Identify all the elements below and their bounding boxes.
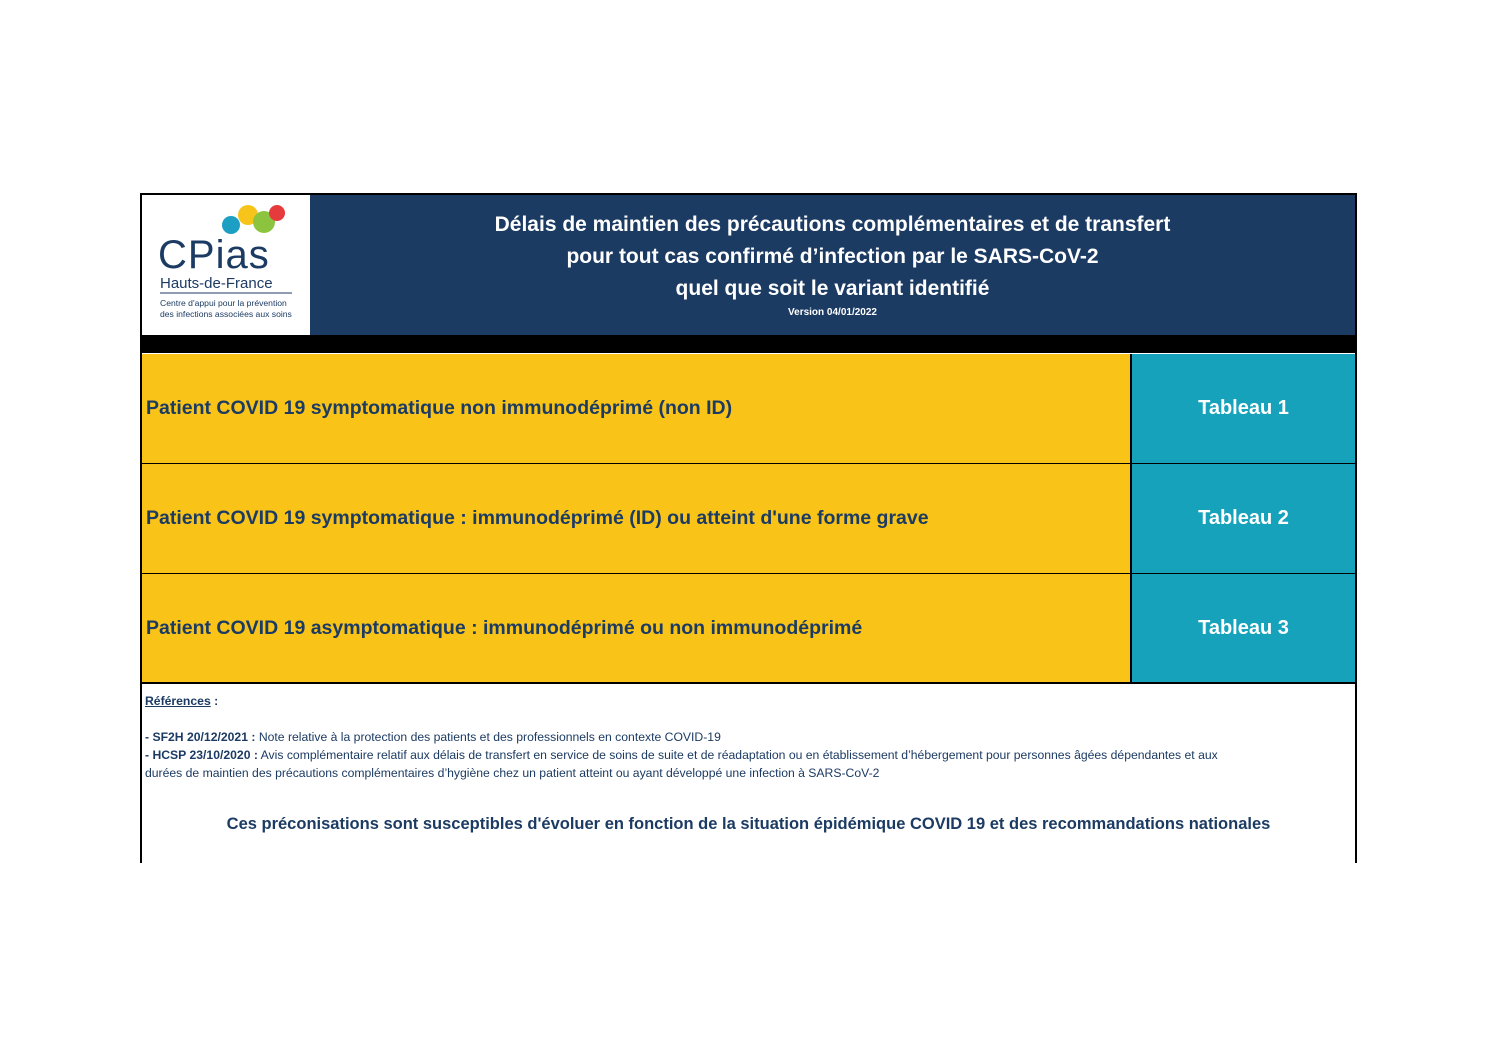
tableau-1-button[interactable]: Tableau 1 [1132, 354, 1355, 464]
cpias-logo-graphic [142, 195, 310, 335]
patient-row-3 [142, 574, 1355, 684]
title-line-2: pour tout cas confirmé d’infection par le SARS-CoV-2 [566, 245, 1099, 268]
reference-text: Note relative à la protection des patients et des professionnels en contexte COVID-19 [255, 730, 721, 744]
references-list [145, 728, 1345, 782]
logo-region: Hauts-de-France [160, 275, 273, 292]
page-title [310, 209, 1355, 318]
reference-item [145, 746, 1345, 764]
logo-tagline-2: des infections associées aux soins [160, 309, 292, 319]
document-sheet [140, 193, 1357, 863]
disclaimer-note: Ces préconisations sont susceptibles d'évoluer en fonction de la situation épidémique COVID 19 et des recommandations nationales [226, 815, 1271, 833]
reference-continuation: durées de maintien des précautions complémentaires d’hygiène chez un patient atteint ou ayant développé une infection à SARS-CoV-2 [145, 766, 880, 780]
patient-row-2 [142, 464, 1355, 574]
title-line-3: quel que soit le variant identifié [675, 277, 990, 300]
logo-tagline-1: Centre d'appui pour la prévention [160, 298, 287, 308]
header-banner [142, 195, 1355, 335]
reference-source: - SF2H 20/12/2021 : [145, 730, 256, 744]
patient-row-1 [142, 354, 1355, 464]
logo-wordmark: CPias [158, 233, 270, 277]
reference-source: - HCSP 23/10/2020 : [145, 748, 258, 762]
patient-category-label: Patient COVID 19 asymptomatique : immunodéprimé ou non immunodéprimé [142, 574, 1132, 684]
title-line-1: Délais de maintien des précautions complémentaires et de transfert [494, 213, 1171, 236]
tableau-2-button[interactable]: Tableau 2 [1132, 464, 1355, 574]
cpias-logo [142, 195, 310, 335]
patient-category-label: Patient COVID 19 symptomatique : immunodéprimé (ID) ou atteint d'une forme grave [142, 464, 1132, 574]
references-section [145, 692, 1345, 782]
reference-item [145, 728, 1345, 746]
references-colon: : [210, 694, 219, 708]
tableau-3-button[interactable]: Tableau 3 [1132, 574, 1355, 684]
version-label: Version 04/01/2022 [788, 307, 877, 318]
reference-text: Avis complémentaire relatif aux délais de transfert en service de soins de suite et de réadaptation ou en établissement d’hébergement pour personnes âgées dépendantes et aux [257, 748, 1218, 762]
references-title: Références [145, 694, 211, 708]
divider-band [142, 335, 1355, 353]
patient-category-label: Patient COVID 19 symptomatique non immunodéprimé (non ID) [142, 354, 1132, 464]
